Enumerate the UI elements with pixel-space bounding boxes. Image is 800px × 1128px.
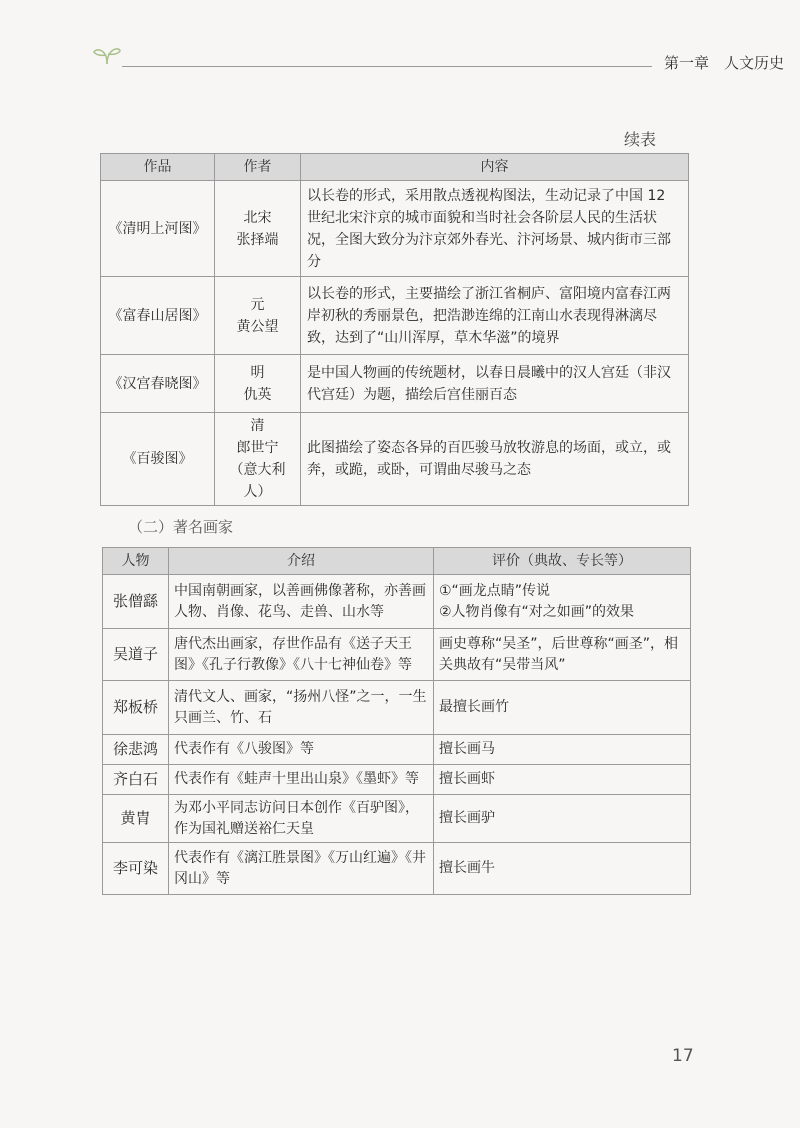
author-nationality: （意大利人）: [229, 462, 286, 500]
header-evaluation: 评价（典故、专长等）: [434, 548, 691, 575]
painting-content: 以长卷的形式，采用散点透视构图法，生动记录了中国 12 世纪北宋汴京的城市面貌和当时社会各阶层人民的生活状况，全图大致分为汴京郊外春光、汴河场景、城内街市三部分: [301, 181, 689, 277]
chapter-title: 第一章 人文历史: [664, 54, 785, 72]
continued-label: 续表: [624, 130, 657, 149]
painter-intro: 代表作有《蛙声十里出山泉》《墨虾》等: [169, 765, 434, 795]
table-row: [101, 277, 689, 355]
painting-title: 《汉宫春晓图》: [101, 355, 215, 413]
table-row: [103, 795, 691, 843]
author-name: 黄公望: [236, 318, 279, 335]
painting-title: 《百骏图》: [101, 413, 215, 506]
painter-intro: 中国南朝画家，以善画佛像著称，亦善画人物、肖像、花鸟、走兽、山水等: [169, 575, 434, 629]
table-row: [103, 681, 691, 735]
author-dynasty: 明: [250, 364, 265, 381]
painting-title: 《富春山居图》: [101, 277, 215, 355]
painter-intro: 代表作有《漓江胜景图》《万山红遍》《井冈山》等: [169, 843, 434, 895]
painter-name: 齐白石: [103, 765, 169, 795]
painter-evaluation: 擅长画虾: [434, 765, 691, 795]
painting-author: [215, 277, 301, 355]
header-author: 作者: [215, 154, 301, 181]
header-person: 人物: [103, 548, 169, 575]
header-intro: 介绍: [169, 548, 434, 575]
sprout-icon: [92, 44, 122, 66]
author-dynasty: 北宋: [243, 209, 272, 226]
painter-evaluation: 擅长画马: [434, 735, 691, 765]
painter-intro: 清代文人、画家，“扬州八怪”之一，一生只画兰、竹、石: [169, 681, 434, 735]
table-row: [103, 735, 691, 765]
paintings-table: [100, 153, 689, 506]
painter-intro: 代表作有《八骏图》等: [169, 735, 434, 765]
painter-evaluation: 擅长画驴: [434, 795, 691, 843]
table-header-row: [103, 548, 691, 575]
evaluation-line: ①“画龙点睛”传说: [439, 582, 551, 599]
header-rule: [122, 66, 652, 67]
painting-title: 《清明上河图》: [101, 181, 215, 277]
painters-table: [102, 547, 691, 895]
painting-author: [215, 181, 301, 277]
painter-evaluation: 最擅长画竹: [434, 681, 691, 735]
page-header: [92, 40, 785, 74]
table-row: [101, 413, 689, 506]
author-name: 郎世宁: [236, 440, 279, 456]
author-dynasty: 清: [250, 418, 265, 434]
painter-name: 黄胄: [103, 795, 169, 843]
author-name: 张择端: [236, 231, 279, 248]
page-number: 17: [672, 1046, 694, 1066]
painter-intro: 唐代杰出画家，存世作品有《送子天王图》《孔子行教像》《八十七神仙卷》等: [169, 629, 434, 681]
painting-content: 是中国人物画的传统题材，以春日晨曦中的汉人宫廷（非汉代宫廷）为题，描绘后宫佳丽百态: [301, 355, 689, 413]
painter-name: 吴道子: [103, 629, 169, 681]
header-work: 作品: [101, 154, 215, 181]
painting-content: 此图描绘了姿态各异的百匹骏马放牧游息的场面，或立，或奔，或跪，或卧，可谓曲尽骏马之态: [301, 413, 689, 506]
painting-author: [215, 355, 301, 413]
evaluation-line: ②人物肖像有“对之如画”的效果: [439, 603, 635, 620]
painter-evaluation: [434, 575, 691, 629]
table-row: [103, 629, 691, 681]
author-name: 仇英: [243, 386, 272, 403]
painter-intro: 为邓小平同志访问日本创作《百驴图》，作为国礼赠送裕仁天皇: [169, 795, 434, 843]
painter-evaluation: 擅长画牛: [434, 843, 691, 895]
table-row: [103, 843, 691, 895]
painter-evaluation: 画史尊称“吴圣”，后世尊称“画圣”，相关典故有“吴带当风”: [434, 629, 691, 681]
table-header-row: [101, 154, 689, 181]
table-row: [101, 181, 689, 277]
painter-name: 张僧繇: [103, 575, 169, 629]
painter-name: 郑板桥: [103, 681, 169, 735]
table-row: [103, 765, 691, 795]
header-content: 内容: [301, 154, 689, 181]
table-row: [103, 575, 691, 629]
author-dynasty: 元: [250, 296, 265, 313]
painting-content: 以长卷的形式，主要描绘了浙江省桐庐、富阳境内富春江两岸初秋的秀丽景色，把浩渺连绵的江南山水表现得淋漓尽致，达到了“山川浑厚，草木华滋”的境界: [301, 277, 689, 355]
table-row: [101, 355, 689, 413]
painter-name: 李可染: [103, 843, 169, 895]
section-title: （二）著名画家: [128, 518, 234, 536]
painter-name: 徐悲鸿: [103, 735, 169, 765]
painting-author: [215, 413, 301, 506]
